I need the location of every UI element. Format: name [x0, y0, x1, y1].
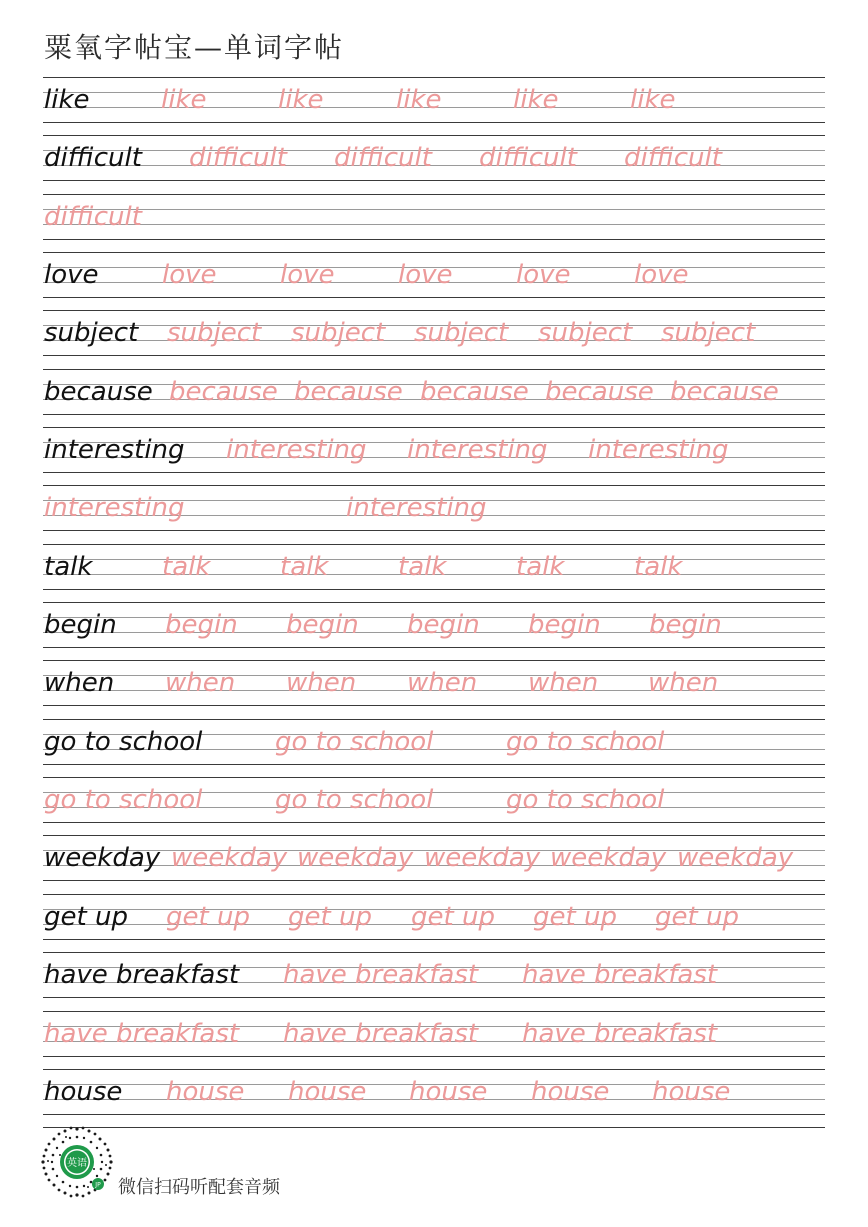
trace-word: go to school: [275, 726, 434, 757]
trace-word: house: [531, 1076, 610, 1107]
trace-word: have breakfast: [283, 960, 479, 991]
trace-word: love: [634, 260, 689, 291]
ruled-line: [43, 485, 825, 486]
ruled-line: [43, 77, 825, 78]
ruled-line: [43, 880, 825, 881]
practice-row: [43, 835, 825, 893]
vocab-word: get up: [44, 901, 128, 932]
qr-sub-badge: JP: [95, 1181, 101, 1189]
trace-word: talk: [280, 551, 329, 582]
word-line: [43, 897, 825, 937]
practice-row: [43, 485, 825, 543]
word-line: [43, 430, 825, 470]
word-line: [43, 722, 825, 762]
ruled-line: [43, 297, 825, 298]
word-line: [43, 197, 825, 237]
trace-word: love: [398, 260, 453, 291]
trace-word: get up: [411, 901, 495, 932]
ruled-line: [43, 939, 825, 940]
practice-row: [43, 719, 825, 777]
trace-word: love: [162, 260, 217, 291]
trace-word: weekday: [677, 843, 794, 874]
trace-word: weekday: [171, 843, 288, 874]
qr-code-icon[interactable]: [40, 1125, 114, 1199]
trace-word: house: [652, 1076, 731, 1107]
practice-row: [43, 310, 825, 368]
ruled-line: [43, 589, 825, 590]
word-line: [43, 955, 825, 995]
ruled-line: [43, 427, 825, 428]
ruled-line: [43, 239, 825, 240]
practice-row: [43, 77, 825, 135]
vocab-word: love: [44, 260, 99, 291]
ruled-line: [43, 122, 825, 123]
ruled-line: [43, 997, 825, 998]
practice-row: [43, 194, 825, 252]
ruled-line: [43, 310, 825, 311]
vocab-word: interesting: [44, 435, 185, 466]
trace-word: because: [545, 376, 654, 407]
word-line: [43, 838, 825, 878]
ruled-line: [43, 1069, 825, 1070]
trace-word: because: [294, 376, 403, 407]
word-line: [43, 313, 825, 353]
ruled-line: [43, 705, 825, 706]
trace-word: go to school: [44, 785, 203, 816]
ruled-line: [43, 647, 825, 648]
ruled-line: [43, 472, 825, 473]
trace-word: begin: [286, 610, 359, 641]
trace-word: talk: [634, 551, 683, 582]
word-line: [43, 1014, 825, 1054]
trace-word: because: [169, 376, 278, 407]
ruled-line: [43, 764, 825, 765]
word-line: [43, 138, 825, 178]
trace-word: begin: [165, 610, 238, 641]
practice-sheet: [43, 77, 825, 1127]
trace-word: interesting: [407, 435, 548, 466]
word-line: [43, 1072, 825, 1112]
vocab-word: like: [44, 85, 90, 115]
practice-row: [43, 1011, 825, 1069]
trace-word: because: [420, 376, 529, 407]
ruled-line: [43, 602, 825, 603]
word-line: [43, 80, 825, 120]
trace-word: go to school: [506, 785, 665, 816]
trace-word: get up: [166, 901, 250, 932]
trace-word: talk: [398, 551, 447, 582]
trace-word: house: [409, 1076, 488, 1107]
ruled-line: [43, 822, 825, 823]
trace-word: when: [528, 668, 599, 699]
trace-word: subject: [291, 318, 386, 349]
ruled-line: [43, 1011, 825, 1012]
trace-word: get up: [533, 901, 617, 932]
trace-word: difficult: [334, 143, 432, 174]
footer: [40, 1125, 440, 1205]
trace-word: when: [286, 668, 357, 699]
trace-word: go to school: [506, 726, 665, 757]
trace-word: like: [396, 85, 442, 115]
ruled-line: [43, 835, 825, 836]
trace-word: interesting: [588, 435, 729, 466]
ruled-line: [43, 1114, 825, 1115]
vocab-word: when: [44, 668, 115, 699]
ruled-line: [43, 894, 825, 895]
trace-word: subject: [538, 318, 633, 349]
ruled-line: [43, 369, 825, 370]
trace-word: begin: [407, 610, 480, 641]
trace-word: difficult: [44, 201, 142, 232]
practice-row: [43, 660, 825, 718]
trace-word: difficult: [479, 143, 577, 174]
word-line: [43, 605, 825, 645]
trace-word: talk: [516, 551, 565, 582]
trace-word: like: [278, 85, 324, 115]
trace-word: subject: [167, 318, 262, 349]
word-line: [43, 780, 825, 820]
practice-row: [43, 369, 825, 427]
trace-word: weekday: [550, 843, 667, 874]
practice-row: [43, 952, 825, 1010]
trace-word: subject: [661, 318, 756, 349]
vocab-word: house: [44, 1076, 123, 1107]
trace-word: begin: [528, 610, 601, 641]
trace-word: talk: [162, 551, 211, 582]
trace-word: house: [288, 1076, 367, 1107]
trace-word: interesting: [226, 435, 367, 466]
ruled-line: [43, 952, 825, 953]
trace-word: because: [670, 376, 779, 407]
word-line: [43, 255, 825, 295]
ruled-line: [43, 414, 825, 415]
ruled-line: [43, 1056, 825, 1057]
ruled-line: [43, 194, 825, 195]
trace-word: when: [648, 668, 719, 699]
practice-row: [43, 427, 825, 485]
ruled-line: [43, 252, 825, 253]
trace-word: love: [280, 260, 335, 291]
trace-word: have breakfast: [44, 1018, 240, 1049]
trace-word: like: [630, 85, 676, 115]
ruled-line: [43, 719, 825, 720]
trace-word: house: [166, 1076, 245, 1107]
word-line: [43, 547, 825, 587]
ruled-line: [43, 135, 825, 136]
word-line: [43, 663, 825, 703]
trace-word: weekday: [297, 843, 414, 874]
trace-word: interesting: [346, 493, 487, 524]
vocab-word: talk: [44, 551, 93, 582]
vocab-word: weekday: [44, 843, 161, 874]
ruled-line: [43, 530, 825, 531]
trace-word: difficult: [624, 143, 722, 174]
trace-word: when: [407, 668, 478, 699]
trace-word: subject: [414, 318, 509, 349]
trace-word: go to school: [275, 785, 434, 816]
audio-caption: 微信扫码听配套音频: [118, 1177, 280, 1198]
practice-row: [43, 777, 825, 835]
trace-word: get up: [655, 901, 739, 932]
practice-row: [43, 894, 825, 952]
vocab-word: because: [44, 376, 153, 407]
ruled-line: [43, 660, 825, 661]
ruled-line: [43, 544, 825, 545]
trace-word: interesting: [44, 493, 185, 524]
trace-word: like: [161, 85, 207, 115]
trace-word: get up: [288, 901, 372, 932]
trace-word: when: [165, 668, 236, 699]
vocab-word: begin: [44, 610, 117, 641]
vocab-word: go to school: [44, 726, 203, 757]
vocab-word: subject: [44, 318, 139, 349]
trace-word: begin: [649, 610, 722, 641]
page-title: 粟氧字帖宝—单词字帖: [44, 31, 345, 64]
trace-word: difficult: [189, 143, 287, 174]
practice-row: [43, 544, 825, 602]
ruled-line: [43, 180, 825, 181]
practice-row: [43, 252, 825, 310]
word-line: [43, 488, 825, 528]
word-line: [43, 372, 825, 412]
vocab-word: difficult: [44, 143, 142, 174]
ruled-line: [43, 777, 825, 778]
practice-row: [43, 135, 825, 193]
trace-word: have breakfast: [283, 1018, 479, 1049]
trace-word: have breakfast: [522, 1018, 718, 1049]
trace-word: love: [516, 260, 571, 291]
trace-word: weekday: [424, 843, 541, 874]
practice-row: [43, 602, 825, 660]
practice-row: [43, 1069, 825, 1127]
qr-badge-label: 英语: [67, 1158, 87, 1169]
vocab-word: have breakfast: [44, 960, 240, 991]
trace-word: have breakfast: [522, 960, 718, 991]
ruled-line: [43, 355, 825, 356]
trace-word: like: [513, 85, 559, 115]
